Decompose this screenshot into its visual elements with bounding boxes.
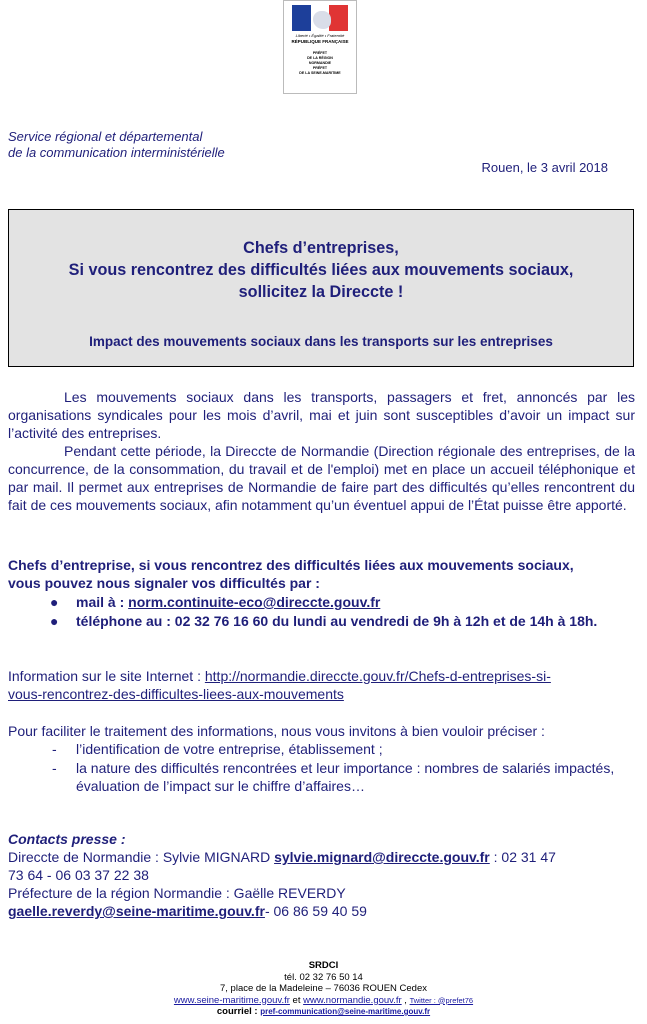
info-label: Information sur le site Internet : [8,668,205,684]
logo-motto: Liberté • Égalité • Fraternité [295,33,345,38]
footer-courriel [0,1006,647,1018]
subtitle: Impact des mouvements sociaux dans les transports sur les entreprises [89,334,553,349]
mail-link[interactable]: norm.continuite-eco@direccte.gouv.fr [128,594,381,610]
chefs-paragraph: Chefs d’entreprise, si vous rencontrez des difficultés liées aux mouvements sociaux, vous pouvez nous signaler vos difficultés par : [8,557,574,591]
contact-1-email[interactable]: sylvie.mignard@direccte.gouv.fr [274,849,490,865]
contact-2-phone: - 06 86 59 40 59 [264,903,367,919]
bullet-icon: ● [50,594,59,610]
document-date: Rouen, le 3 avril 2018 [481,160,608,175]
dash-icon: - [52,760,57,776]
footer-sep: , [401,994,410,1006]
info-line [8,667,635,703]
paragraph-1: Les mouvements sociaux dans les transports, passagers et fret, annoncés par les organisations syndicales pour les mois d’avril, mai et juin sont susceptibles d’avoir un impact sur l’activité des entreprises. [8,389,635,441]
french-flag-icon [292,5,348,31]
contact-1 [8,848,635,884]
info-url-1[interactable]: http://normandie.direccte.gouv.fr/Chefs-d-entreprises-si- [204,668,551,684]
footer-and: et [289,994,304,1006]
contacts-heading: Contacts presse : [8,831,126,847]
faciliter-paragraph: Pour faciliter le traitement des informations, nous vous invitons à bien vouloir préciser : [8,723,545,739]
service-line-1: Service régional et départemental [8,129,203,144]
footer [0,960,647,1018]
service-line-2: de la communication interministérielle [8,145,225,160]
logo-prefecture: PRÉFET DE LA RÉGION NORMANDIE PRÉFET DE LA SEINE-MARITIME [299,51,341,75]
phone-line: téléphone au : 02 32 76 16 60 du lundi au vendredi de 9h à 12h et de 14h à 18h. [76,613,598,629]
mail-label: mail à : [76,594,129,610]
footer-twitter[interactable]: Twitter : @prefet76 [409,995,474,1005]
marianne-icon [313,11,331,29]
title-line-1: Chefs d’entreprises, [243,239,399,257]
info-url-2[interactable]: vous-rencontrez-des-difficultes-liees-aux-mouvements [8,686,344,702]
contact-1-phone-b: 73 64 - 06 03 37 22 38 [8,867,149,883]
dash-icon: - [52,741,57,757]
mail-line [76,593,380,611]
contact-2-prefix: Préfecture de la région Normandie : Gaëlle REVERDY [8,885,346,901]
list-item-1: l’identification de votre entreprise, établissement ; [76,741,383,757]
service-header [8,129,225,161]
list-item-2: la nature des difficultés rencontrées et leur importance : nombres de salariés impactés, évaluation de l’impact sur le chiffre d’affaires… [76,760,615,794]
prefecture-logo [283,0,357,94]
title-box [8,209,634,367]
contact-2-email[interactable]: gaelle.reverdy@seine-maritime.gouv.fr [8,903,265,919]
footer-address: 7, place de la Madeleine – 76036 ROUEN Cedex [219,983,427,994]
contact-1-prefix: Direccte de Normandie : Sylvie MIGNARD [8,849,275,865]
bullet-icon: ● [50,613,59,629]
paragraph-2: Pendant cette période, la Direccte de Normandie (Direction régionale des entreprises, de la concurrence, de la consommation, du travail et de l'emploi) met en place un accueil téléphonique et par mail. Il permet aux entreprises de Normandie de faire part des difficultés qu’elles rencontrent du fait de ces mouvements sociaux, afin notamment qu’un éventuel appui de l’État puisse être apporté. [8,443,635,513]
footer-web-1[interactable]: www.seine-maritime.gouv.fr [173,994,290,1006]
contact-2 [8,884,635,920]
logo-republic: RÉPUBLIQUE FRANÇAISE [291,39,349,44]
contact-1-phone-a: : 02 31 47 [489,849,556,865]
footer-courriel-label: courriel : [216,1006,261,1017]
title-line-2: Si vous rencontrez des difficultés liées aux mouvements sociaux, [68,261,574,279]
title-block [9,237,633,303]
title-line-3: sollicitez la Direccte ! [238,283,404,301]
footer-web-2[interactable]: www.normandie.gouv.fr [303,994,402,1006]
footer-tel: tél. 02 32 76 50 14 [284,971,363,983]
footer-org: SRDCI [308,960,339,971]
footer-courriel-link[interactable]: pref-communication@seine-maritime.gouv.fr [260,1007,431,1016]
footer-web [0,995,647,1007]
